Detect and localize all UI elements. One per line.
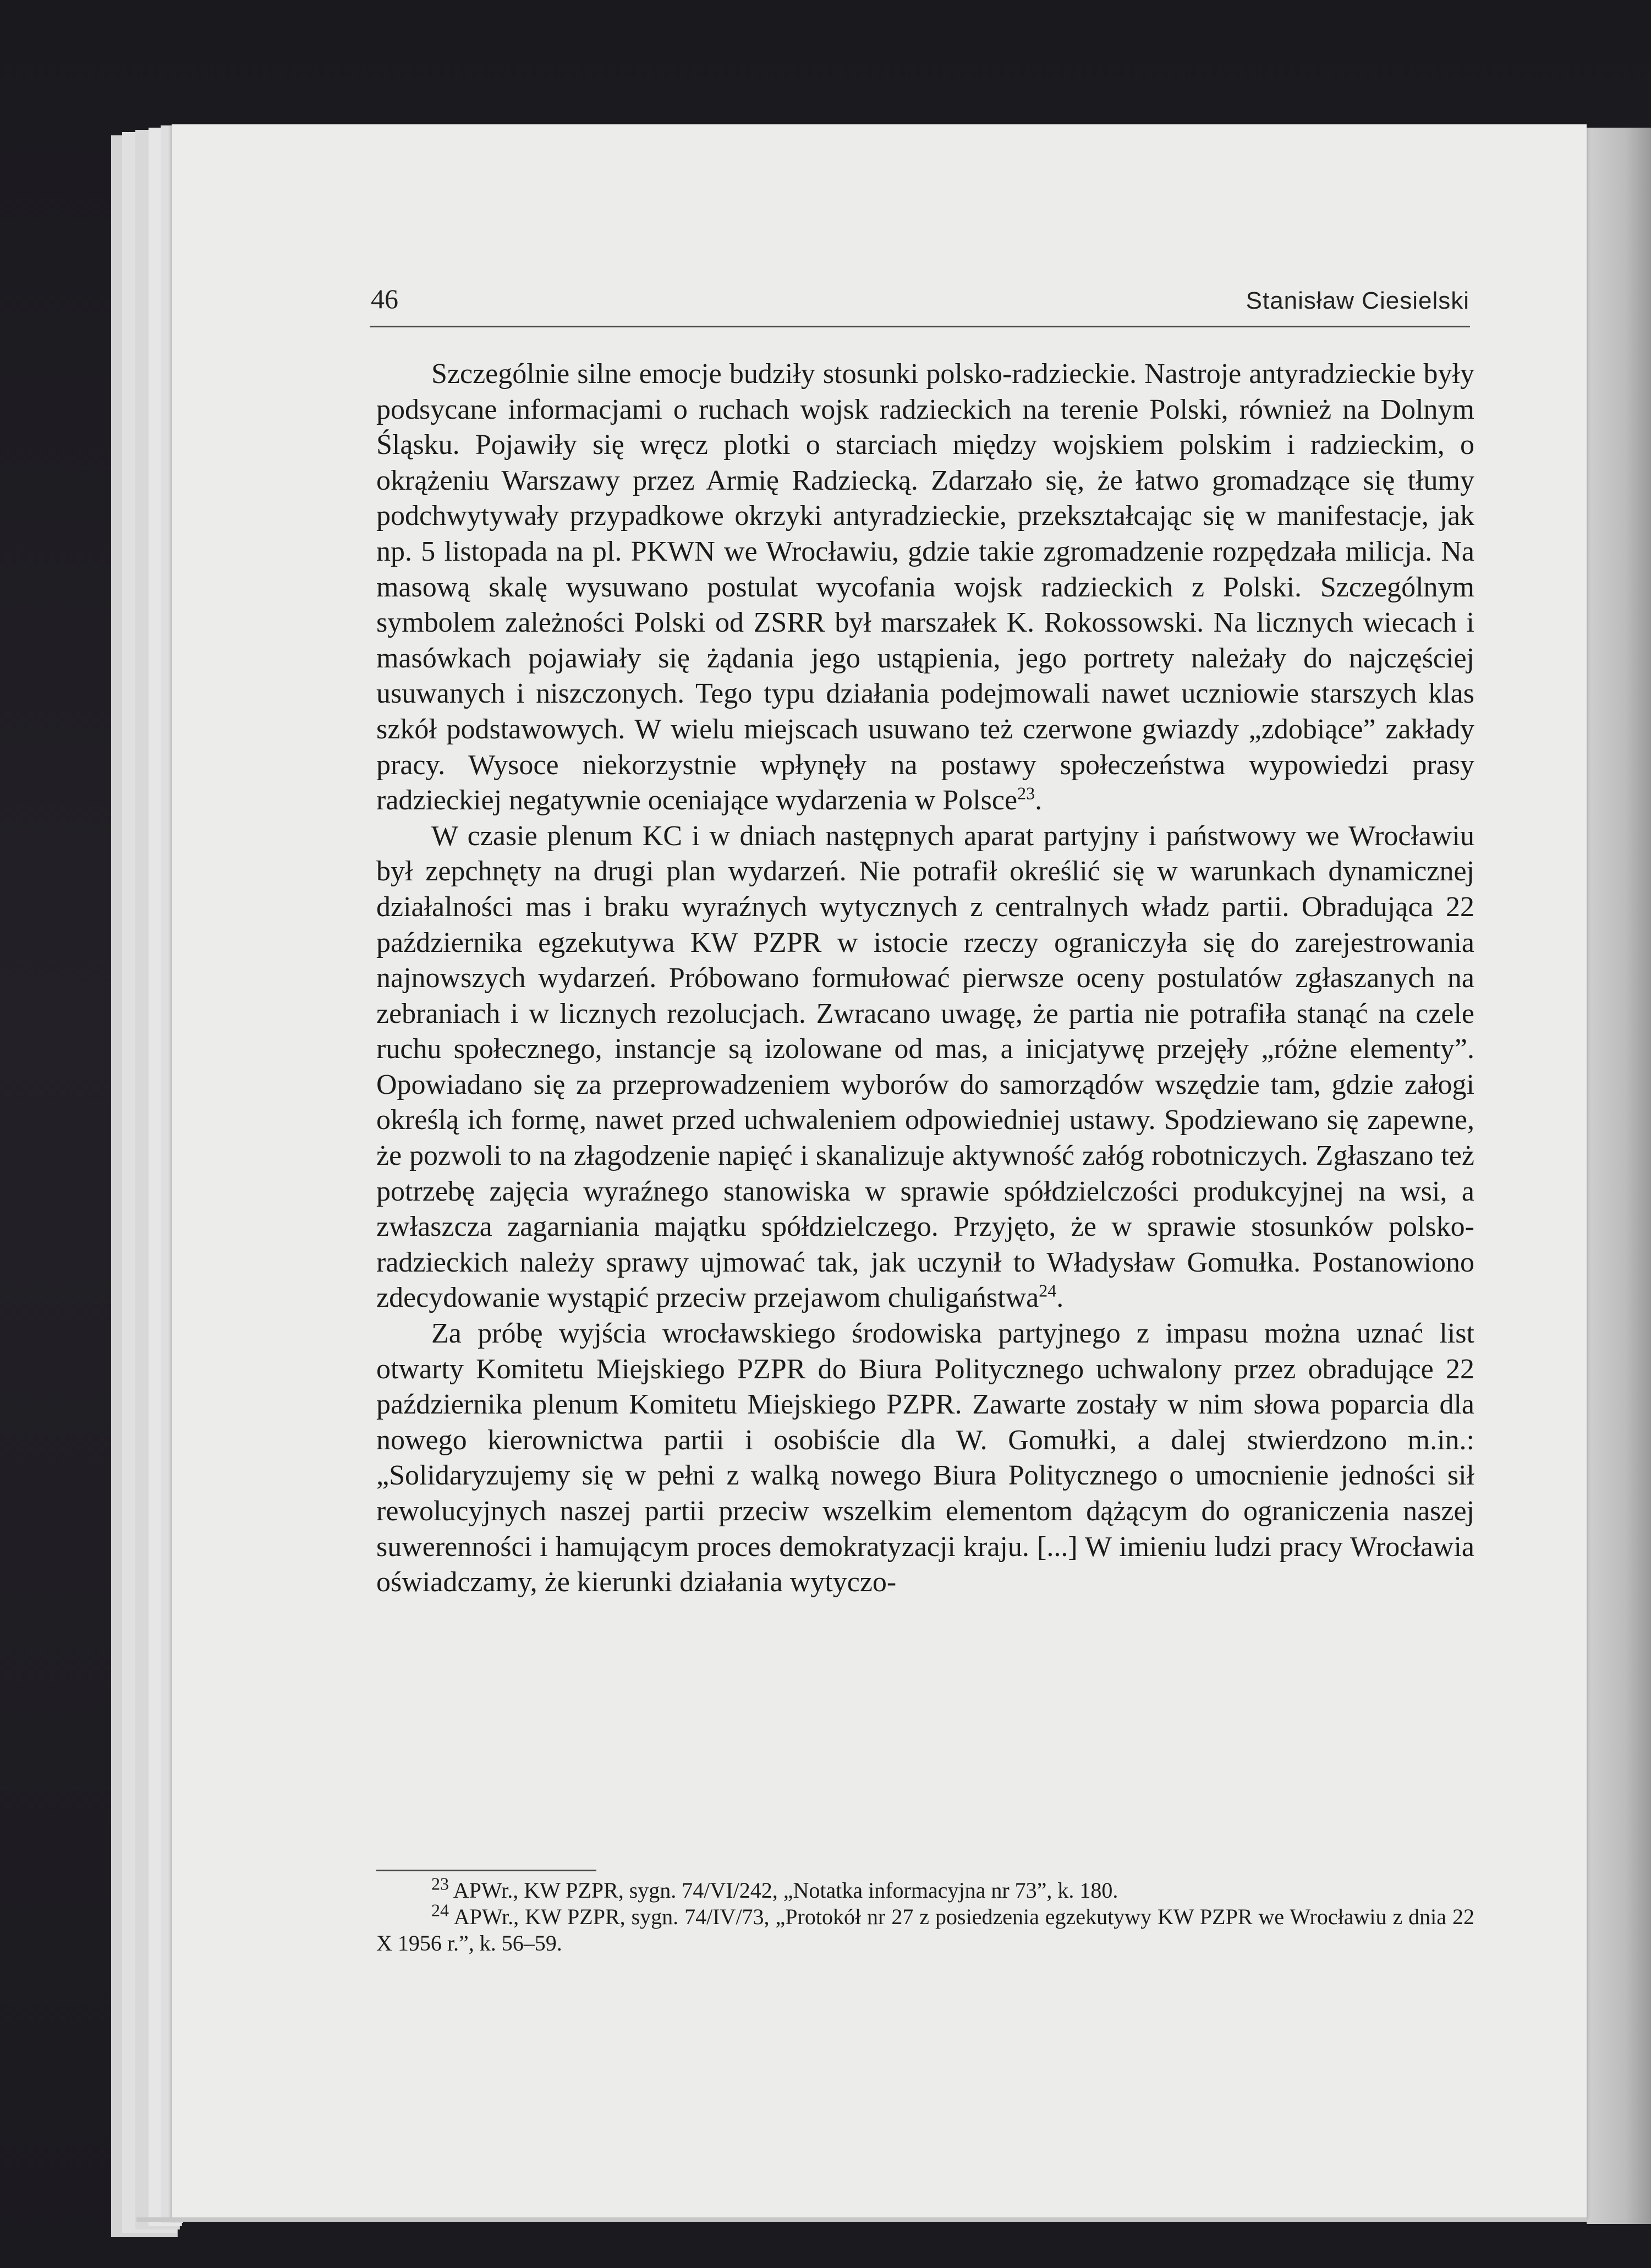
footnote-number: 23 bbox=[431, 1873, 449, 1894]
footnotes bbox=[376, 1873, 1474, 1957]
header-rule bbox=[370, 326, 1470, 327]
adjacent-page-edge bbox=[1587, 128, 1651, 2224]
footnote-text: APWr., KW PZPR, sygn. 74/IV/73, „Protokół nr 27 z posiedzenia egzekutywy KW PZPR we Wrocławiu z dnia 22 X 1956 r.”, k. 56–59. bbox=[376, 1904, 1474, 1955]
paragraph bbox=[376, 357, 1474, 819]
paragraph-text: Szczególnie silne emocje budziły stosunki polsko-radzieckie. Nastroje antyradzieckie były podsycane informacjami o ruchach wojsk radzieckich na terenie Polski, również na Dolnym Śląsku. Pojawiły się wręcz plotki o starciach między wojskiem polskim i radzieckim, o okrążeniu Warszawy przez Armię Radziecką. Zdarzało się, że łatwo gromadzące się tłumy podchwytywały przypadkowe okrzyki antyradzieckie, przekształcając się w manifestacje, jak np. 5 listopada na pl. PKWN we Wrocławiu, gdzie takie zgromadzenie rozpędzała milicja. Na masową skalę wysuwano postulat wycofania wojsk radzieckich z Polski. Szczególnym symbolem zależności Polski od ZSRR był marszałek K. Rokossowski. Na licznych wiecach i masówkach pojawiały się żądania jego ustąpienia, jego portrety należały do najczęściej usuwanych i niszczonych. Tego typu działania podejmowali nawet uczniowie starszych klas szkół podstawowych. W wielu miejscach usuwano też czerwone gwiazdy „zdobiące” zakłady pracy. Wysoce niekorzystnie wpłynęły na postawy społeczeństwa wypowiedzi prasy radzieckiej negatywnie oceniające wydarzenia w Polsce bbox=[376, 358, 1474, 817]
footnote-number: 24 bbox=[431, 1900, 449, 1920]
paragraph-ending: . bbox=[1056, 1282, 1064, 1314]
footnote bbox=[376, 1900, 1474, 1957]
footnote-rule bbox=[376, 1870, 596, 1871]
paragraph-ending: . bbox=[1035, 785, 1043, 817]
paragraph bbox=[376, 819, 1474, 1316]
paragraph-text: W czasie plenum KC i w dniach następnych aparat partyjny i państwowy we Wrocławiu był zepchnęty na drugi plan wydarzeń. Nie potrafił określić się w warunkach dynamicznej działalności mas i braku wyraźnych wytycznych z centralnych władz partii. Obradująca 22 października egzekutywa KW PZPR w istocie rzeczy ograniczyła się do zarejestrowania najnowszych wydarzeń. Próbowano formułować pierwsze oceny postulatów zgłaszanych na zebraniach i w licznych rezolucjach. Zwracano uwagę, że partia nie potrafiła stanąć na czele ruchu społecznego, instancje są izolowane od mas, a inicjatywę przejęły „różne elementy”. Opowiadano się za przeprowadzeniem wyborów do samorządów wszędzie tam, gdzie załogi określą ich formę, nawet przed uchwaleniem odpowiedniej ustawy. Spodziewano się zapewne, że pozwoli to na złagodzenie napięć i skanalizuje aktywność załóg robotniczych. Zgłaszano też potrzebę zajęcia wyraźnego stanowiska w sprawie spółdzielczości produkcyjnej na wsi, a zwłaszcza zagarniania majątku spółdzielczego. Przyjęto, że w sprawie stosunków polsko-radzieckich należy sprawy ujmować tak, jak uczynił to Władysław Gomułka. Postanowiono zdecydowanie wystąpić przeciw przejawom chuligaństwa bbox=[376, 820, 1474, 1314]
footnote-ref[interactable]: 23 bbox=[1017, 783, 1035, 803]
page-bottom-edge bbox=[136, 2217, 1587, 2222]
main-text bbox=[376, 357, 1474, 1601]
paragraph bbox=[376, 1316, 1474, 1601]
paragraph-text: Za próbę wyjścia wrocławskiego środowiska partyjnego z impasu można uznać list otwarty Komitetu Miejskiego PZPR do Biura Politycznego uchwalony przez obradujące 22 października plenum Komitetu Miejskiego PZPR. Zawarte zostały w nim słowa poparcia dla nowego kierownictwa partii i osobiście dla W. Gomułki, a dalej stwierdzono m.in.: „Solidaryzujemy się w pełni z walką nowego Biura Politycznego o umocnienie jedności sił rewolucyjnych naszej partii przeciw wszelkim elementom dążącym do ograniczenia naszej suwerenności i hamującym proces demokratyzacji kraju. [...] W imieniu ludzi pracy Wrocławia oświadczamy, że kierunki działania wytyczo- bbox=[376, 1318, 1474, 1598]
footnote-text: APWr., KW PZPR, sygn. 74/VI/242, „Notatka informacyjna nr 73”, k. 180. bbox=[449, 1878, 1118, 1903]
footnote-ref[interactable]: 24 bbox=[1039, 1281, 1057, 1301]
page-number: 46 bbox=[371, 283, 398, 314]
footnote bbox=[376, 1873, 1474, 1904]
running-header-author: Stanisław Ciesielski bbox=[1246, 287, 1469, 314]
